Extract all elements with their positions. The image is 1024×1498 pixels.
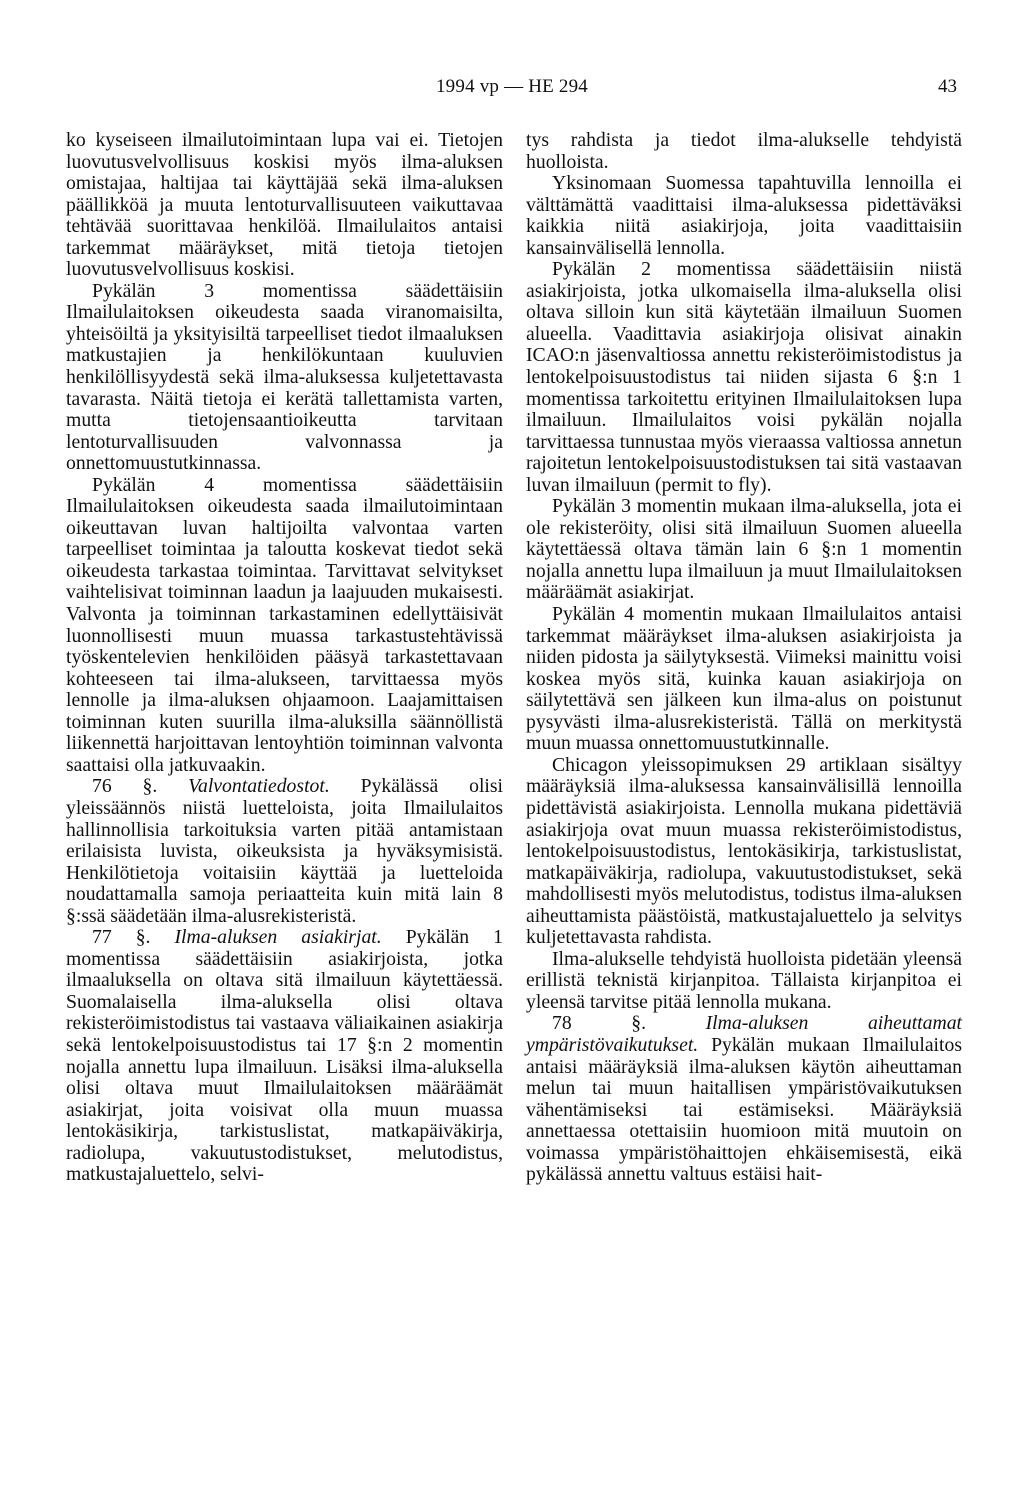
section-paragraph-77 — [66, 927, 503, 1186]
page-number: 43 — [938, 76, 957, 97]
section-title: Ilma-aluksen aiheuttamat ympäristövaikutukset. — [526, 1012, 963, 1056]
paragraph: Pykälän 3 momentin mukaan ilma-aluksella, jota ei ole rekisteröity, olisi sitä ilmailuun Suomen alueella käytettäessä oltava tämän lain 6 §:n 1 momentin nojalla annettu lupa ilmailuun ja muut Ilmailulaitoksen määräämät asiakirjat. — [526, 495, 962, 604]
paragraph: Pykälän 2 momentissa säädettäisiin niistä asiakirjoista, jotka ulkomaisella ilma-aluksella olisi oltava silloin kun sitä käytetään ilmailuun Suomen alueella. Vaadittavia asiakirjoja olisivat ainakin ICAO:n jäsenvaltiossa annettu rekisteröimistodistus ja lentokelpoisuustodistus tai niiden sijasta 6 §:n 1 momentissa tarkoitettu erityinen Ilmailulaitoksen lupa ilmailuun. Ilmailulaitos voisi pykälän nojalla tarvittaessa tunnustaa myös vieraassa valtiossa annetun rajoitetun lentokelpoisuustodistuksen tai sitä vastaavan luvan ilmailuun (permit to fly). — [526, 258, 962, 496]
section-number: 76 §. — [92, 775, 158, 798]
section-number: 78 §. — [552, 1012, 647, 1035]
right-column — [526, 130, 962, 1186]
paragraph: Pykälän 3 momentissa säädettäisiin Ilmailulaitoksen oikeudesta saada viranomaisilta, yhteisöiltä ja yksityisiltä tarpeelliset tiedot ilmaaluksen matkustajien ja henkilökuntaan kuuluvien henkilöllisyydestä sekä ilma-aluksessa kuljetettavasta tavarasta. Näitä tietoja ei kerätä tallettamista varten, mutta tietojensaantioikeutta tarvitaan lentoturvallisuuden valvonnassa ja onnettomuustutkinnassa. — [66, 279, 503, 475]
section-text: Pykälän mukaan Ilmailulaitos antaisi määräyksiä ilma-aluksen käytön aiheuttaman melun tai muun haitallisen ympäristövaikutuksen vähentämiseksi tai estämiseksi. Määräyksiä annettaessa otettaisiin huomioon mitä muutoin on voimassa ympäristöhaittojen ehkäisemisestä, eikä pykälässä annettu valtuus estäisi hait- — [526, 1033, 963, 1186]
section-paragraph-78 — [526, 1013, 962, 1185]
paragraph: tys rahdista ja tiedot ilma-alukselle tehdyistä huolloista. — [526, 129, 962, 173]
section-text: Pykälässä olisi yleissäännös niistä luetteloista, joita Ilmailulaitos hallinnollisia tarkoituksia varten pitää antamistaan erilaisista luvista, oikeuksista ja hyväksymisistä. Henkilötietoja voitaisiin käyttää ja luetteloida noudattamalla samoja periaatteita kuin mitä lain 8 §:ssä säädetään ilma-alusrekisteristä. — [66, 775, 504, 927]
section-paragraph-76 — [66, 776, 503, 927]
section-text: Pykälän 1 momentissa säädettäisiin asiakirjoista, jotka ilmaaluksella on oltava sitä ilmailuun käytettäessä. Suomalaisella ilma-aluksella olisi oltava rekisteröimistodistus tai vastaava väliaikainen asiakirja sekä lentokelpoisuustodistus tai 17 §:n 2 momentin nojalla annettu lupa ilmailuun. Lisäksi ilma-aluksella olisi oltava muut Ilmailulaitoksen määräämät asiakirjat, joita voisivat olla muun muassa lentokäsikirja, tarkistuslistat, matkapäiväkirja, radiolupa, vakuutustodistukset, melutodistus, matkustajaluettelo, selvi- — [66, 926, 503, 1186]
paragraph: Chicagon yleissopimuksen 29 artiklaan sisältyy määräyksiä ilma-aluksessa kansainvälisillä lennoilla pidettävistä asiakirjoista. Lennolla mukana pidettäviä asiakirjoja ovat muun muassa rekisteröimistodistus, lentokelpoisuustodistus, lentokäsikirja, tarkistuslistat, matkapäiväkirja, radiolupa, vakuutustodistukset, sekä mahdollisesti myös melutodistus, todistus ilma-aluksen aiheuttamista päästöistä, matkustajaluettelo ja selvitys kuljetettavasta rahdista. — [526, 753, 962, 949]
section-number: 77 §. — [92, 926, 151, 949]
left-column — [66, 130, 503, 1186]
paragraph: ko kyseiseen ilmailutoimintaan lupa vai ei. Tietojen luovutusvelvollisuus koskisi myös ilma-aluksen omistajaa, haltijaa tai käyttäjää sekä ilma-aluksen päällikköä ja muuta lentoturvallisuuteen vaikuttavaa tehtävää suorittavaa henkilöä. Ilmailulaitos antaisi tarkemmat määräykset, mitä tietoja tietojen luovutusvelvollisuus koskisi. — [66, 129, 503, 281]
paragraph: Yksinomaan Suomessa tapahtuvilla lennoilla ei välttämättä vaadittaisi ilma-aluksessa pidettäväksi kaikkia niitä asiakirjoja, joita vaadittaisiin kansainvälisellä lennolla. — [526, 172, 962, 259]
paragraph: Pykälän 4 momentin mukaan Ilmailulaitos antaisi tarkemmat määräykset ilma-aluksen asiakirjoista ja niiden pidosta ja säilytyksestä. Viimeksi mainittu voisi koskea myös sitä, kuinka kauan asiakirjoja on säilytettävä sen jälkeen kun ilma-alus on poistunut pysyvästi ilma-alusrekisteristä. Tällä on merkitystä muun muassa onnettomuustutkinnalle. — [526, 603, 962, 755]
paragraph: Pykälän 4 momentissa säädettäisiin Ilmailulaitoksen oikeudesta saada ilmailutoimintaan oikeuttavan luvan haltijoilta valvontaa varten tarpeelliset toimintaa ja taloutta koskevat tiedot sekä oikeudesta tarkastaa toimintaa. Tarvittavat selvitykset vaihtelisivat toiminnan laadun ja laajuuden mukaisesti. Valvonta ja toiminnan tarkastaminen edellyttäisivät luonnollisesti muun muassa tarkastustehtävissä työskentelevien henkilöiden pääsyä tarkastettavaan kohteeseen tai ilma-alukseen, tarvittaessa myös lennolle ja ilma-aluksen ohjaamoon. Laajamittaisen toiminnan kuten suurilla ilma-aluksilla säännöllistä liikennettä harjoittavan lentoyhtiön toiminnan valvonta saattaisi olla jatkuvaakin. — [66, 473, 503, 776]
section-title: Ilma-aluksen asiakirjat. — [174, 926, 382, 949]
running-header — [0, 72, 1024, 102]
document-title: 1994 vp — HE 294 — [435, 76, 589, 97]
paragraph: Ilma-alukselle tehdyistä huolloista pidetään yleensä erillistä teknistä kirjanpitoa. Tällaista kirjanpitoa ei yleensä tarvitse pitää lennolla mukana. — [526, 947, 962, 1013]
section-title: Valvontatiedostot. — [188, 775, 330, 798]
